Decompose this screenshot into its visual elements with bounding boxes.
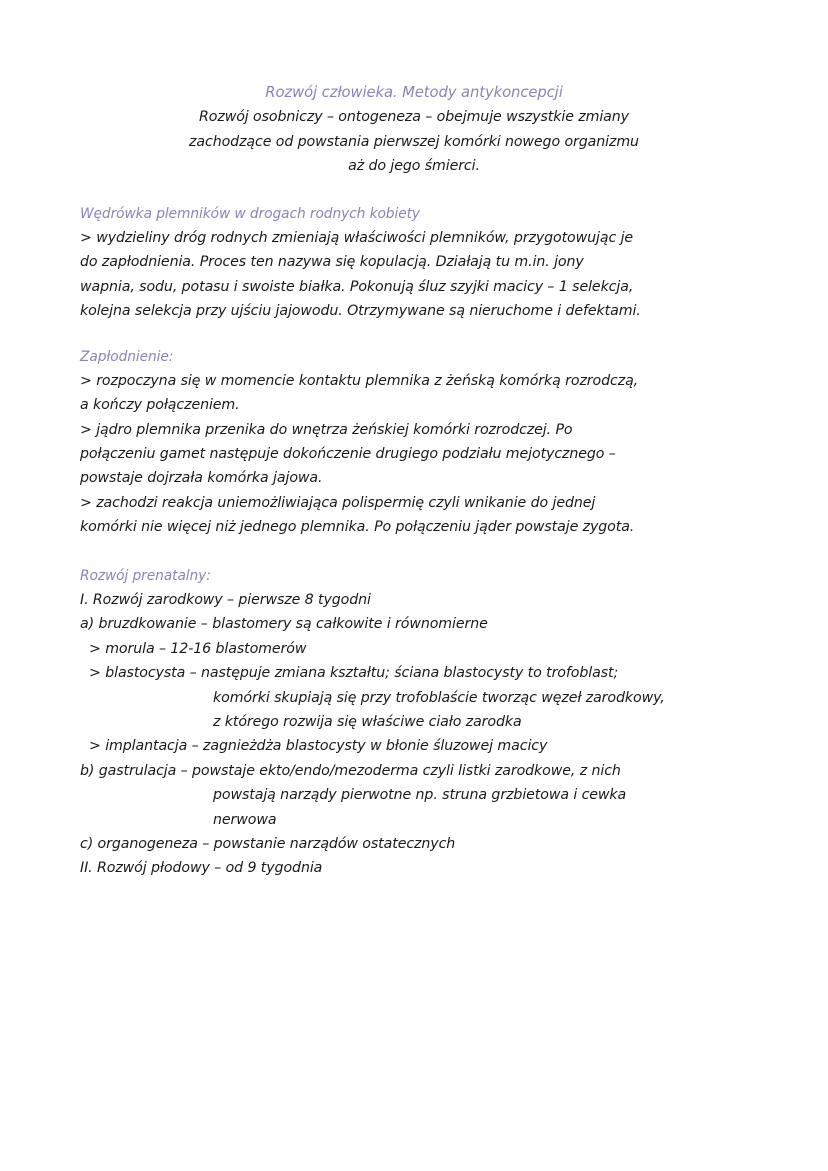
- text-line: > rozpoczyna się w momencie kontaktu plemnika z żeńską komórką rozrodczą,: [80, 372, 639, 389]
- text-line: > zachodzi reakcja uniemożliwiająca polispermię czyli wnikanie do jednej: [80, 494, 596, 511]
- section-fertilization: [80, 345, 760, 540]
- text-line: I. Rozwój zarodkowy – pierwsze 8 tygodni: [80, 592, 371, 609]
- text-line: > implantacja – zagnieżdża blastocysty w błonie śluzowej macicy: [89, 738, 548, 755]
- text-line: połączeniu gamet następuje dokończenie drugiego podziału mejotycznego –: [80, 446, 616, 463]
- section-heading: Zapłodnienie:: [80, 348, 174, 365]
- section-heading: Wędrówka plemników w drogach rodnych kobiety: [80, 205, 420, 222]
- text-line: II. Rozwój płodowy – od 9 tygodnia: [80, 860, 323, 877]
- intro-line: Rozwój osobniczy – ontogeneza – obejmuje wszystkie zmiany: [199, 109, 629, 126]
- intro-line: aż do jego śmierci.: [348, 158, 480, 175]
- document-page: [80, 81, 760, 881]
- section-prenatal-development: [80, 564, 760, 881]
- text-line: > morula – 12-16 blastomerów: [89, 640, 307, 657]
- intro-line: zachodzące od powstania pierwszej komórki nowego organizmu: [189, 133, 639, 150]
- text-line: > jądro plemnika przenika do wnętrza żeńskiej komórki rozrodczej. Po: [80, 421, 573, 438]
- text-line: powstają narządy pierwotne np. struna grzbietowa i cewka: [213, 787, 627, 804]
- text-line: > wydzieliny dróg rodnych zmieniają właściwości plemników, przygotowując je: [80, 229, 634, 246]
- text-line: c) organogeneza – powstanie narządów ostatecznych: [80, 835, 456, 852]
- text-line: b) gastrulacja – powstaje ekto/endo/mezoderma czyli listki zarodkowe, z nich: [80, 762, 621, 779]
- text-line: a) bruzdkowanie – blastomery są całkowite i równomierne: [80, 616, 488, 633]
- text-line: powstaje dojrzała komórka jajowa.: [80, 470, 323, 487]
- section-sperm-migration: [80, 202, 760, 324]
- text-line: a kończy połączeniem.: [80, 397, 240, 414]
- text-line: > blastocysta – następuje zmiana kształtu; ściana blastocysty to trofoblast;: [89, 665, 619, 682]
- text-line: nerwowa: [213, 811, 277, 828]
- text-line: wapnia, sodu, potasu i swoiste białka. Pokonują śluz szyjki macicy – 1 selekcja,: [80, 278, 634, 295]
- text-line: z którego rozwija się właściwe ciało zarodka: [213, 713, 522, 730]
- document-title: Rozwój człowieka. Metody antykoncepcji: [265, 84, 563, 101]
- text-line: komórki skupiają się przy trofoblaście tworząc węzeł zarodkowy,: [213, 689, 665, 706]
- text-line: komórki nie więcej niż jednego plemnika. Po połączeniu jąder powstaje zygota.: [80, 519, 635, 536]
- text-line: kolejna selekcja przy ujściu jajowodu. Otrzymywane są nieruchome i defektami.: [80, 303, 641, 320]
- section-heading: Rozwój prenatalny:: [80, 567, 211, 584]
- text-line: do zapłodnienia. Proces ten nazywa się kopulacją. Działają tu m.in. jony: [80, 254, 584, 271]
